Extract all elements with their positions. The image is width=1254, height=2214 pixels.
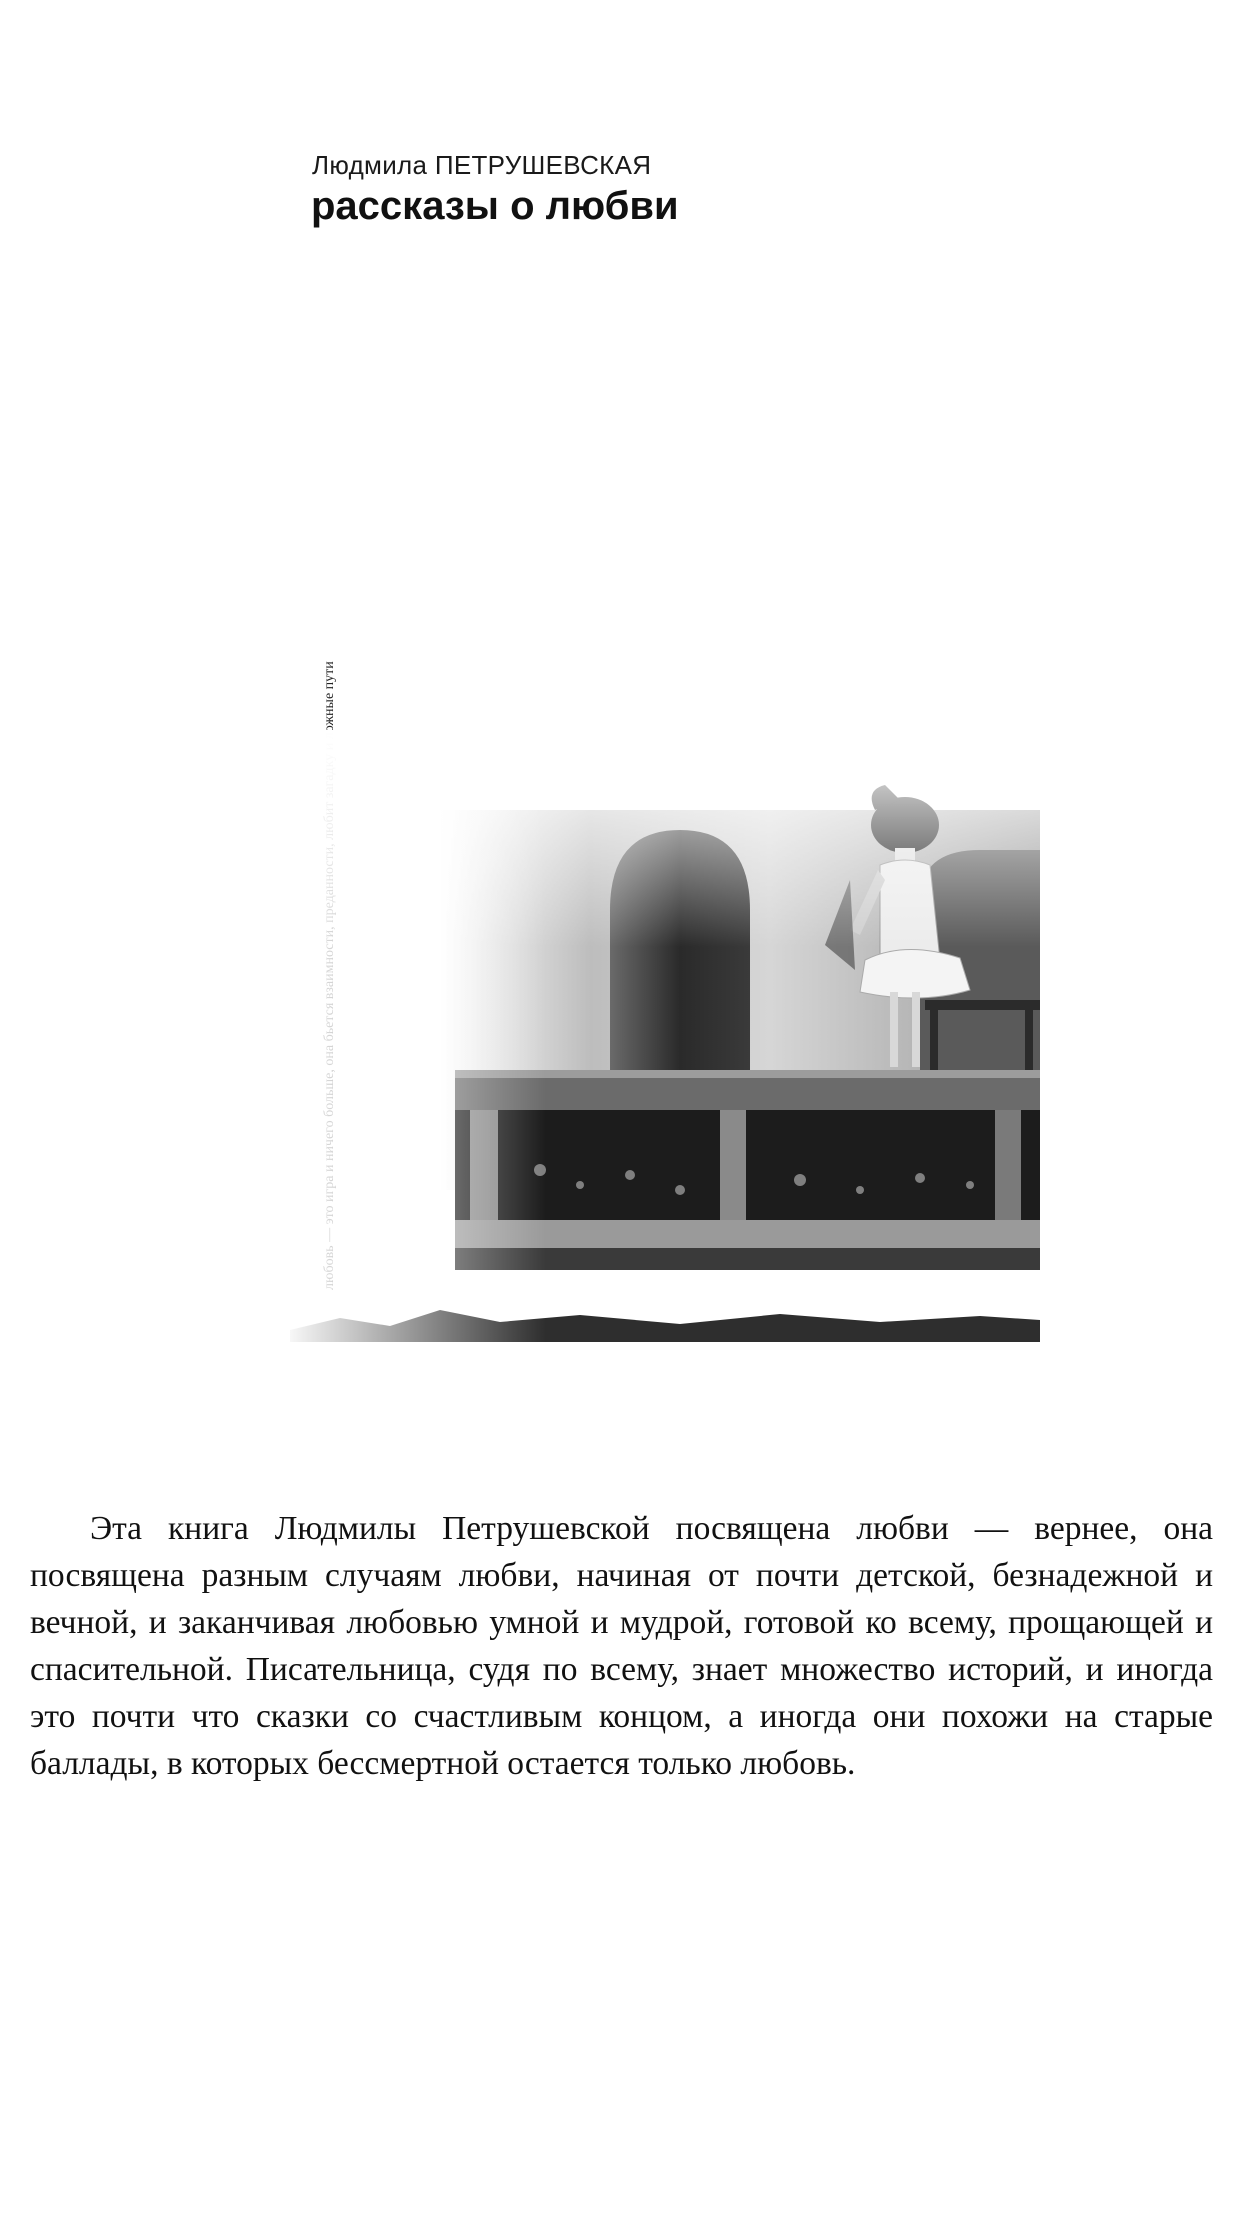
- author-last-name: ПЕТРУШЕВСКАЯ: [434, 150, 652, 180]
- book-description: Эта книга Людмилы Петрушевской посвящена любви — вернее, она посвящена разным случаям любви, начиная от почти детской, безнадежной и вечной, и заканчивая любовью умной и мудрой, готовой ко всему, прощающей и спасительной. Писательница, судя по всему, знает множество историй, и иногда это почти что сказки со счастливым концом, а иногда они похожи на старые баллады, в которых бессмертной остается только любовь.: [30, 1510, 1213, 1782]
- book-title: рассказы о любви: [311, 184, 679, 228]
- author-first-name: Людмила: [312, 150, 428, 180]
- author-name: [312, 150, 651, 181]
- cover-photo: [280, 730, 1040, 1350]
